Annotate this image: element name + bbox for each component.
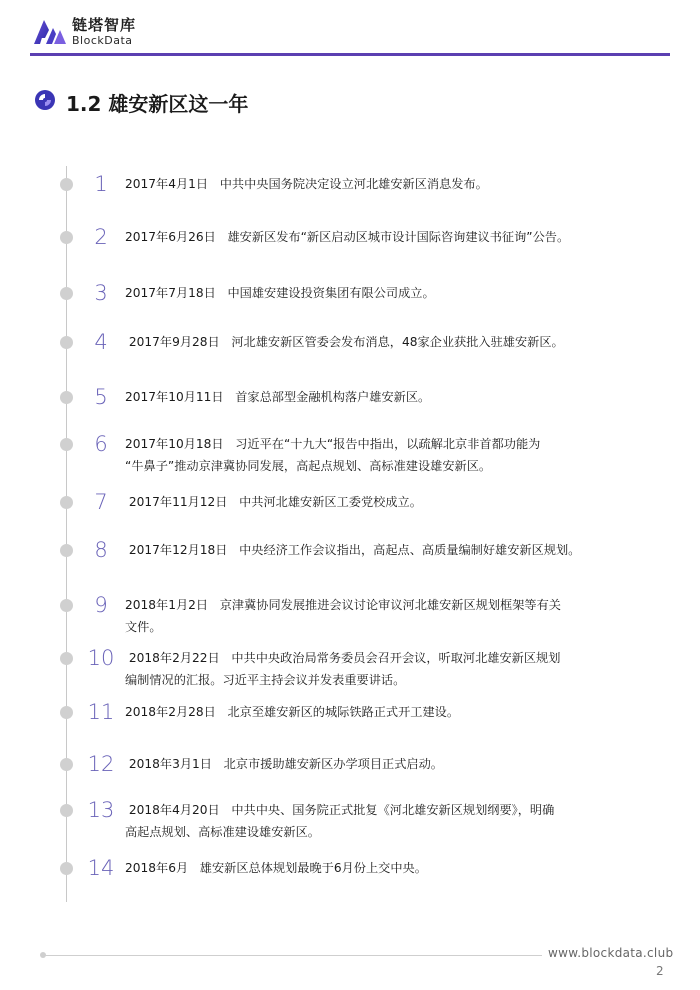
section-icon <box>34 89 56 111</box>
timeline-event-text: 2018年1月2日 京津冀协同发展推进会议讨论审议河北雄安新区规划框架等有关 <box>125 598 561 612</box>
timeline-number: 3 <box>94 281 108 305</box>
timeline-dot <box>60 178 73 191</box>
timeline-event-text: 2017年11月12日 中共河北雄安新区工委党校成立。 <box>125 495 422 509</box>
footer-rule <box>42 955 542 956</box>
timeline-event-text: 2018年2月28日 北京至雄安新区的城际铁路正式开工建设。 <box>125 705 460 719</box>
timeline-event-text: 2018年2月22日 中共中央政治局常务委员会召开会议，听取河北雄安新区规划 <box>125 651 561 665</box>
page-title: 1.2 雄安新区这一年 <box>66 92 249 116</box>
timeline-event-text: 2017年4月1日 中共中央国务院决定设立河北雄安新区消息发布。 <box>125 177 488 191</box>
timeline-dot <box>60 391 73 404</box>
timeline-event-text: 2017年6月26日 雄安新区发布“新区启动区城市设计国际咨询建议书征询”公告。 <box>125 230 570 244</box>
timeline-event-text: 文件。 <box>125 620 162 634</box>
timeline-dot <box>60 706 73 719</box>
footer-url[interactable]: www.blockdata.club <box>548 946 674 960</box>
timeline-line <box>66 166 67 902</box>
timeline-dot <box>60 804 73 817</box>
timeline-dot <box>60 336 73 349</box>
blockdata-logo-icon <box>32 16 68 46</box>
timeline-dot <box>60 652 73 665</box>
timeline-event-text: 2017年10月18日 习近平在“十九大“报告中指出，以疏解北京非首都功能为 <box>125 437 541 451</box>
timeline-number: 2 <box>94 225 108 249</box>
timeline-dot <box>60 496 73 509</box>
timeline-dot <box>60 599 73 612</box>
timeline-event-text: 2017年9月28日 河北雄安新区管委会发布消息，48家企业获批入驻雄安新区。 <box>125 335 564 349</box>
timeline-event-text: 2018年3月1日 北京市援助雄安新区办学项目正式启动。 <box>125 757 443 771</box>
timeline-dot <box>60 438 73 451</box>
timeline-dot <box>60 862 73 875</box>
timeline-number: 7 <box>94 490 108 514</box>
header-rule <box>30 53 670 56</box>
timeline-event-text: 2017年7月18日 中国雄安建设投资集团有限公司成立。 <box>125 286 435 300</box>
timeline-number: 4 <box>94 330 108 354</box>
timeline-number: 1 <box>94 172 108 196</box>
timeline-number: 8 <box>94 538 108 562</box>
timeline-dot <box>60 287 73 300</box>
timeline-event-text: 编制情况的汇报。习近平主持会议并发表重要讲话。 <box>125 673 406 687</box>
timeline-event-text: 2018年6月 雄安新区总体规划最晚于6月份上交中央。 <box>125 861 427 875</box>
timeline-dot <box>60 544 73 557</box>
timeline-number: 14 <box>87 856 115 880</box>
brand-name-cn: 链塔智库 <box>72 16 137 34</box>
timeline-number: 6 <box>94 432 108 456</box>
timeline-event-text: 2017年10月11日 首家总部型金融机构落户雄安新区。 <box>125 390 431 404</box>
timeline-event-text: “牛鼻子”推动京津冀协同发展，高起点规划、高标准建设雄安新区。 <box>125 459 492 473</box>
page-number: 2 <box>656 964 664 978</box>
timeline-number: 9 <box>94 593 108 617</box>
timeline-event-text: 2017年12月18日 中央经济工作会议指出，高起点、高质量编制好雄安新区规划。 <box>125 543 581 557</box>
timeline-event-text: 高起点规划、高标准建设雄安新区。 <box>125 825 320 839</box>
brand <box>32 14 252 48</box>
timeline-event-text: 2018年4月20日 中共中央、国务院正式批复《河北雄安新区规划纲要》，明确 <box>125 803 555 817</box>
timeline-number: 13 <box>87 798 115 822</box>
timeline-dot <box>60 758 73 771</box>
timeline-number: 12 <box>87 752 115 776</box>
timeline-number: 10 <box>87 646 115 670</box>
brand-name-en: BlockData <box>72 34 133 47</box>
timeline-number: 5 <box>94 385 108 409</box>
timeline-dot <box>60 231 73 244</box>
timeline-number: 11 <box>87 700 115 724</box>
